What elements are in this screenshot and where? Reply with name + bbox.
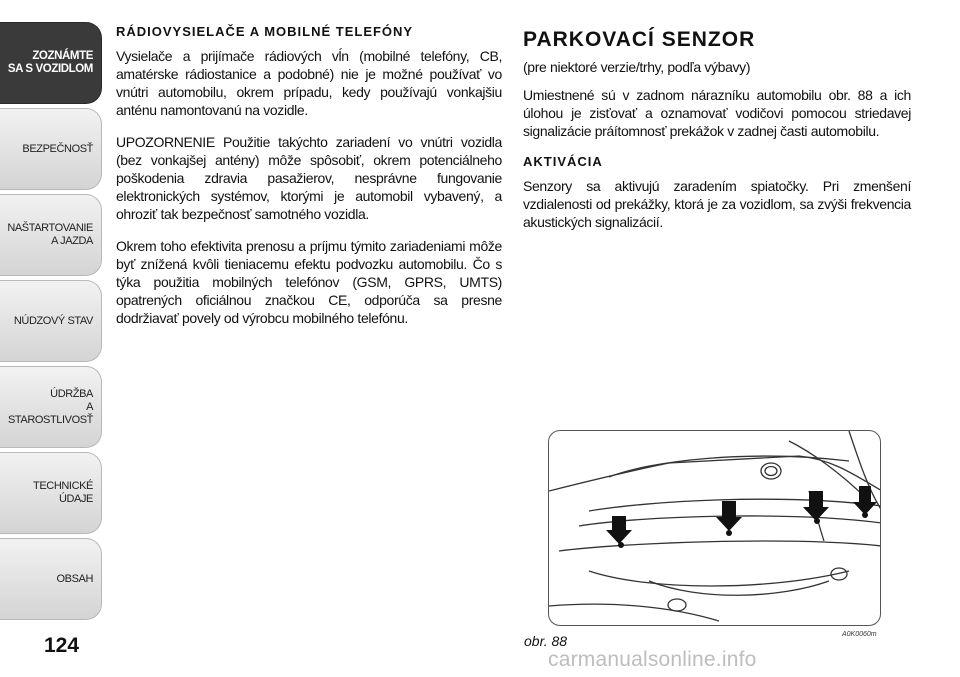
rear-bumper-illustration [549,431,881,626]
figure-code: A0K0060m [842,631,877,638]
section-heading-radio: RÁDIOVYSIELAČE A MOBILNÉ TELEFÓNY [116,24,414,39]
figure-caption: obr. 88 [524,633,568,649]
section-heading-parking-sensor: PARKOVACÍ SENZOR [523,28,756,51]
tab-nastartovanie-a-jazda[interactable]: NAŠTARTOVANIE A JAZDA [0,194,102,276]
subheading-activation: AKTIVÁCIA [523,154,603,169]
paragraph: Okrem toho efektivita prenosu a príjmu týmito zariadeniami môže byť znížená kvôli tieniacemu efektu podvozku automobilu. Čo s týka použitia mobilných telefónov (GSM, GPRS, UMTS) opatrených oficiálnou značkou CE, odporúča sa presne dodržiavať povely od výrobcu mobilného telefónu. [116,238,502,326]
page-number: 124 [44,634,80,657]
paragraph: Umiestnené sú v zadnom nárazníku automobilu obr. 88 a ich úlohou je zisťovať a oznamovať vodičovi pomocou striedavej signalizácie práítomnosť prekážok v zadnej časti automobilu. [523,87,911,139]
left-column [116,24,502,341]
tab-udrzba-a-starostlivost[interactable]: ÚDRŽBA A STAROSTLIVOSŤ [0,366,102,448]
right-column [523,24,911,245]
tab-bezpecnost[interactable]: BEZPEČNOSŤ [0,108,102,190]
section-subtitle: (pre niektoré verzie/trhy, podľa výbavy) [523,59,751,75]
figure-rear-bumper-sensors [548,430,881,626]
tab-zoznamte-sa-s-vozidlom[interactable]: ZOZNÁMTE SA S VOZIDLOM [0,22,102,104]
paragraph: Senzory sa aktivujú zaradením spiatočky. Pri zmenšení vzdialenosti od prekážky, ktorá je za vozidlom, sa zvýši frekvencia akustických signalizácií. [523,178,911,230]
watermark: carmanualsonline.info [548,648,757,671]
paragraph: UPOZORNENIE Použitie takýchto zariadení vo vnútri vozidla (bez vonkajšej antény) môže spôsobiť, okrem potenciálneho poškodenia zdravia pasažierov, nesprávne fungovanie elektronických systémov, ktorými je automobil vybavený, a ohroziť tak bezpečnosť samotného vozidla. [116,134,502,222]
tab-nudzovy-stav[interactable]: NÚDZOVÝ STAV [0,280,102,362]
tab-obsah[interactable]: OBSAH [0,538,102,620]
tab-technicke-udaje[interactable]: TECHNICKÉ ÚDAJE [0,452,102,534]
paragraph: Vysielače a prijímače rádiových vĺn (mobilné telefóny, CB, amatérske rádiostanice a podobné) nie je možné používať vo vnútri automobilu, okrem prípadu, kedy používajú vonkajšiu anténu namontovanú na vozidle. [116,48,502,118]
